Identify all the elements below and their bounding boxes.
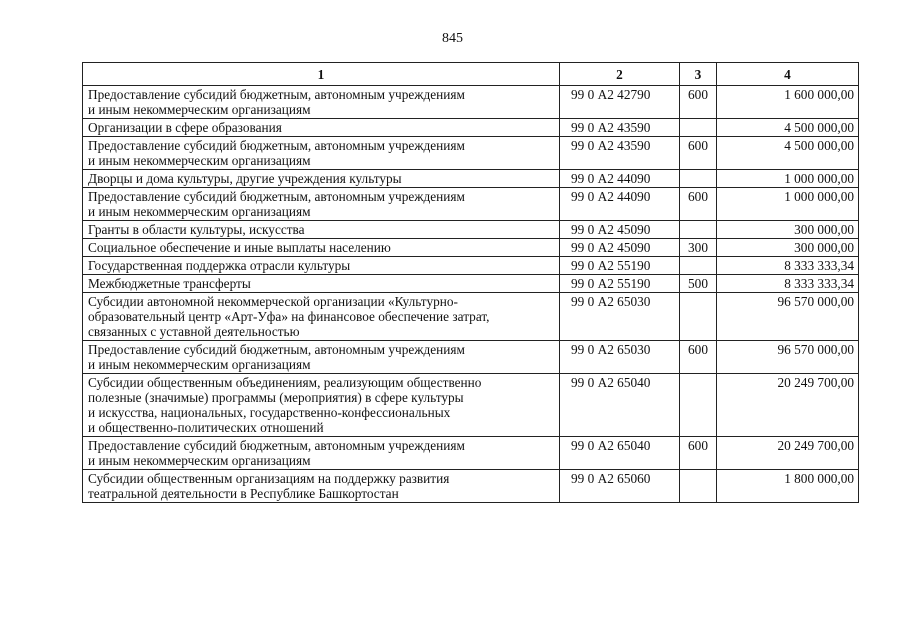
table-row <box>83 119 859 137</box>
header-row <box>83 63 859 86</box>
row-code: 99 0 А2 44090 <box>560 188 680 221</box>
table-row <box>83 239 859 257</box>
row-expense-type: 300 <box>680 239 717 257</box>
row-code: 99 0 А2 65060 <box>560 470 680 503</box>
table-row <box>83 437 859 470</box>
table-row <box>83 221 859 239</box>
row-name: Межбюджетные трансферты <box>83 275 560 293</box>
row-amount: 1 800 000,00 <box>717 470 859 503</box>
row-expense-type <box>680 257 717 275</box>
header-col-1: 1 <box>83 63 560 86</box>
row-amount: 4 500 000,00 <box>717 137 859 170</box>
header-col-4: 4 <box>717 63 859 86</box>
row-amount: 300 000,00 <box>717 221 859 239</box>
table-row <box>83 470 859 503</box>
row-expense-type <box>680 293 717 341</box>
row-name: Гранты в области культуры, искусства <box>83 221 560 239</box>
table-body <box>83 86 859 503</box>
budget-table <box>82 62 859 503</box>
row-name: Субсидии общественным организациям на поддержку развития театральной деятельности в Республике Башкортостан <box>83 470 560 503</box>
header-col-3: 3 <box>680 63 717 86</box>
table-row <box>83 188 859 221</box>
row-name: Социальное обеспечение и иные выплаты населению <box>83 239 560 257</box>
row-code: 99 0 А2 55190 <box>560 257 680 275</box>
row-name: Предоставление субсидий бюджетным, автономным учреждениям и иным некоммерческим организациям <box>83 341 560 374</box>
row-expense-type <box>680 374 717 437</box>
row-amount: 1 000 000,00 <box>717 188 859 221</box>
row-name: Предоставление субсидий бюджетным, автономным учреждениям и иным некоммерческим организациям <box>83 437 560 470</box>
row-code: 99 0 А2 65030 <box>560 293 680 341</box>
table-row <box>83 137 859 170</box>
row-expense-type: 500 <box>680 275 717 293</box>
row-expense-type <box>680 170 717 188</box>
row-code: 99 0 А2 44090 <box>560 170 680 188</box>
row-code: 99 0 А2 43590 <box>560 137 680 170</box>
row-expense-type: 600 <box>680 188 717 221</box>
page-number: 845 <box>442 31 463 46</box>
table-row <box>83 275 859 293</box>
row-amount: 8 333 333,34 <box>717 275 859 293</box>
row-code: 99 0 А2 45090 <box>560 221 680 239</box>
row-name: Предоставление субсидий бюджетным, автономным учреждениям и иным некоммерческим организациям <box>83 137 560 170</box>
row-expense-type <box>680 221 717 239</box>
header-col-2: 2 <box>560 63 680 86</box>
row-amount: 20 249 700,00 <box>717 437 859 470</box>
row-code: 99 0 А2 42790 <box>560 86 680 119</box>
row-name: Организации в сфере образования <box>83 119 560 137</box>
row-amount: 96 570 000,00 <box>717 293 859 341</box>
row-code: 99 0 А2 45090 <box>560 239 680 257</box>
table-row <box>83 86 859 119</box>
table-row <box>83 293 859 341</box>
table-row <box>83 374 859 437</box>
row-amount: 20 249 700,00 <box>717 374 859 437</box>
row-amount: 96 570 000,00 <box>717 341 859 374</box>
row-expense-type: 600 <box>680 86 717 119</box>
row-name: Дворцы и дома культуры, другие учреждения культуры <box>83 170 560 188</box>
row-expense-type: 600 <box>680 341 717 374</box>
row-amount: 300 000,00 <box>717 239 859 257</box>
row-code: 99 0 А2 65040 <box>560 374 680 437</box>
table-header <box>83 63 859 86</box>
table-row <box>83 170 859 188</box>
row-name: Государственная поддержка отрасли культуры <box>83 257 560 275</box>
row-expense-type <box>680 119 717 137</box>
row-code: 99 0 А2 65040 <box>560 437 680 470</box>
row-amount: 8 333 333,34 <box>717 257 859 275</box>
table-row <box>83 341 859 374</box>
row-amount: 4 500 000,00 <box>717 119 859 137</box>
row-name: Предоставление субсидий бюджетным, автономным учреждениям и иным некоммерческим организациям <box>83 86 560 119</box>
row-amount: 1 000 000,00 <box>717 170 859 188</box>
row-code: 99 0 А2 55190 <box>560 275 680 293</box>
row-expense-type <box>680 470 717 503</box>
row-name: Предоставление субсидий бюджетным, автономным учреждениям и иным некоммерческим организациям <box>83 188 560 221</box>
row-code: 99 0 А2 43590 <box>560 119 680 137</box>
row-code: 99 0 А2 65030 <box>560 341 680 374</box>
table-row <box>83 257 859 275</box>
row-name: Субсидии автономной некоммерческой организации «Культурно- образовательный центр «Арт-Уфа» на финансовое обеспечение затрат, связанных с уставной деятельностью <box>83 293 560 341</box>
row-amount: 1 600 000,00 <box>717 86 859 119</box>
row-expense-type: 600 <box>680 137 717 170</box>
row-expense-type: 600 <box>680 437 717 470</box>
row-name: Субсидии общественным объединениям, реализующим общественно полезные (значимые) программы (мероприятия) в сфере культуры и искусства, национальных, государственно-конфессиональных и общественно-политических отношений <box>83 374 560 437</box>
